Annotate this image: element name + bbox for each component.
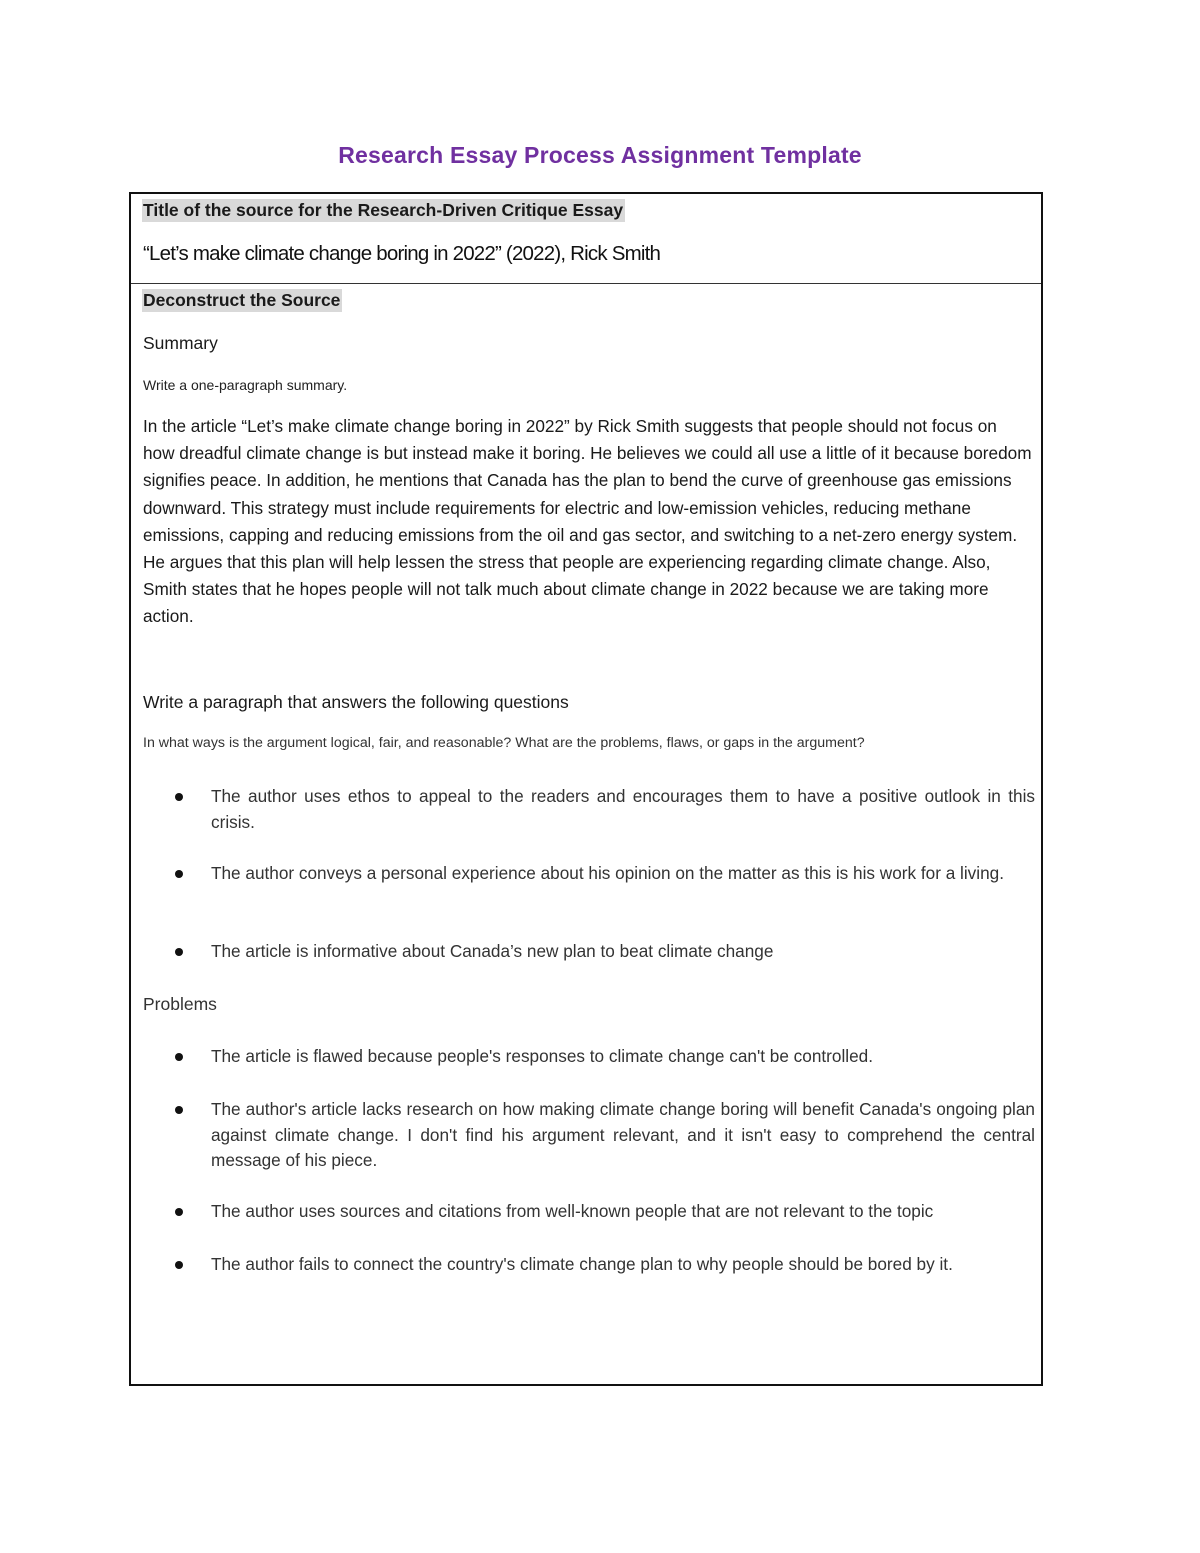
summary-heading: Summary: [143, 333, 218, 353]
bullet-icon: [175, 1208, 183, 1216]
bullet-icon: [175, 948, 183, 956]
bullet-icon: [175, 1261, 183, 1269]
bullet-icon: [175, 793, 183, 801]
summary-prompt: Write a one-paragraph summary.: [143, 377, 348, 393]
summary-paragraph: In the article “Let’s make climate change boring in 2022” by Rick Smith suggests that people should not focus on how dreadful climate change is but instead make it boring. He believes we could all use a little of it because boredom signifies peace. In addition, he mentions that Canada has the plan to bend the curve of greenhouse gas emissions downward. This strategy must include requirements for electric and low-emission vehicles, reducing methane emissions, capping and reducing emissions from the oil and gas sector, and switching to a net-zero energy system. He argues that this plan will help lessen the stress that people are experiencing regarding climate change. Also, Smith states that he hopes people will not talk much about climate change in 2022 because we are taking more action.: [143, 416, 1032, 627]
questions-prompt: In what ways is the argument logical, fair, and reasonable? What are the problems, flaws, or gaps in the argument?: [143, 735, 865, 751]
assignment-table: Title of the source for the Research-Driven Critique Essay “Let’s make climate change boring in 2022” (2022), Rick Smith Deconstruct the Source Summary Write a one-paragraph summary. In the article “Let’s make climate change boring in 2022” by Rick Smith suggests that people should not focus on how dreadful climate change is but instead make it boring. He believes we could all use a little of it because boredom signifies peace. In addition, he mentions that Canada has the plan to bend the curve of greenhouse gas emissions downward. This strategy must include requirements for electric and low-emission vehicles, reducing methane emissions, capping and reducing emissions from the oil and gas sector, and switching to a net-zero energy system. He argues that this plan will help lessen the stress that people are experiencing regarding climate change. Also, Smith states that he hopes people will not talk much about climate change in 2022 because we are taking more action. Write a paragraph that answers the following questions In what ways is the argument logical, fair, and reasonable? What are the problems, flaws, or gaps in the argument? The author uses ethos to appeal to the readers and encourages them to have a positive outlook in this crisis. The author conveys a personal experience about his opinion on the matter as this is his work for a living. The article is informative about Canada’s new plan to beat climate change Problems The article is flawed because people's responses to climate change can't be controlled. The author's article lacks research on how making climate change boring will benefit Canada's ongoing plan against climate change. I don't find his argument relevant, and it isn't easy to comprehend the central message of his piece. The author uses sources and citations from well-known people that are not relevant to the topic The author fails to connect the country's climate change plan to why people should be bored by it.: [129, 192, 1043, 1386]
source-section-label: Title of the source for the Research-Driven Critique Essay: [143, 200, 624, 220]
bullet-icon: [175, 870, 183, 878]
problems-heading: Problems: [143, 994, 217, 1014]
questions-heading: Write a paragraph that answers the following questions: [143, 692, 569, 712]
source-title-cell: [131, 194, 1041, 284]
bullet-icon: [175, 1053, 183, 1061]
document-title: Research Essay Process Assignment Template: [338, 142, 862, 168]
deconstruct-section-label: Deconstruct the Source: [143, 290, 341, 310]
bullet-icon: [175, 1106, 183, 1114]
source-title-text: “Let’s make climate change boring in 2022” (2022), Rick Smith: [143, 242, 661, 265]
